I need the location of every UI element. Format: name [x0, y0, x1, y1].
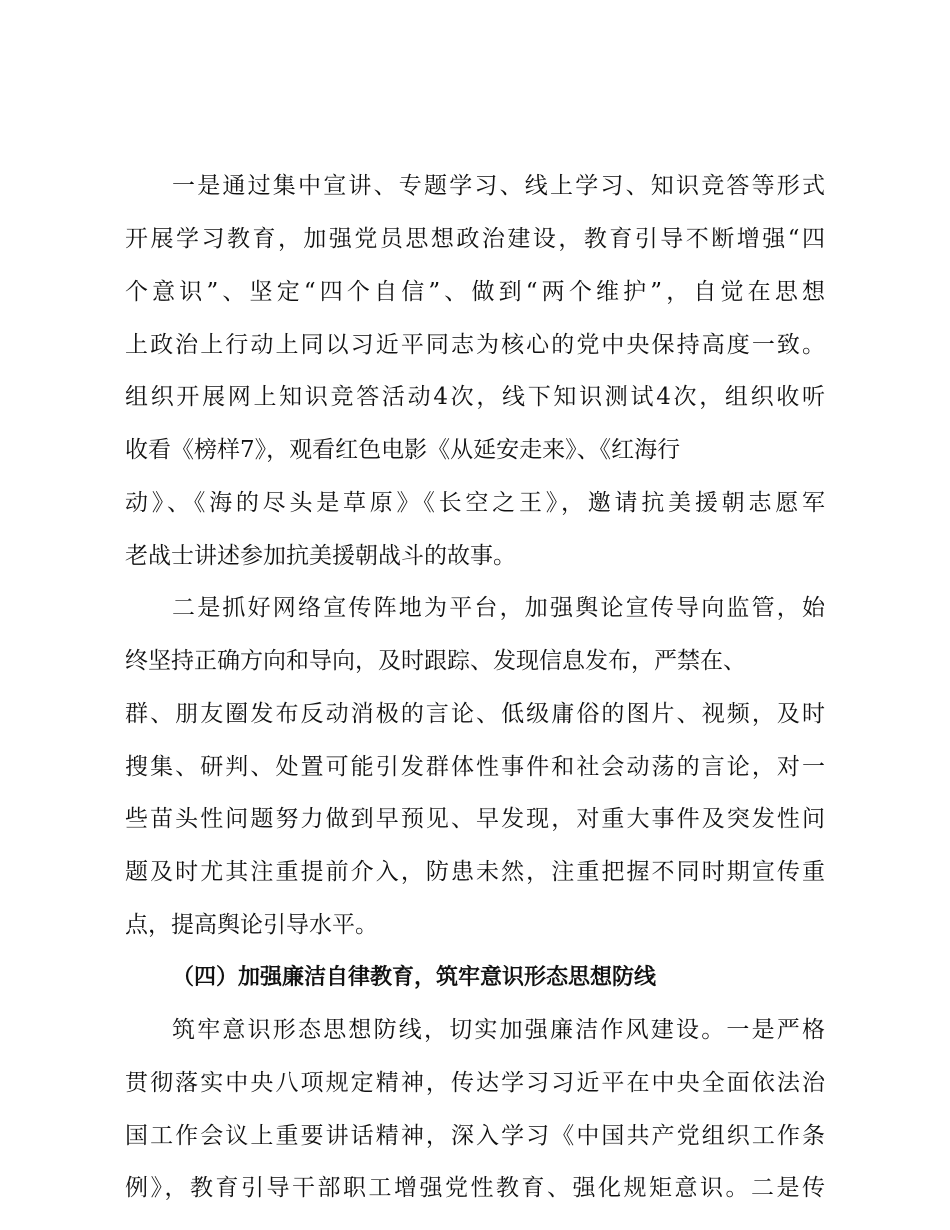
paragraph-3-line-2: 贯彻落实中央八项规定精神，传达学习习近平在中央全面依法治 — [125, 1070, 825, 1096]
paragraph-2-line-5: 些苗头性问题努力做到早预见、早发现，对重大事件及突发性问 — [125, 806, 825, 832]
paragraph-2-line-4: 搜集、研判、处置可能引发群体性事件和社会动荡的言论，对一 — [125, 754, 825, 780]
paragraph-3-line-1: 筑牢意识形态思想防线，切实加强廉洁作风建设。一是严格 — [172, 1017, 825, 1043]
paragraph-1-line-1: 一是通过集中宣讲、专题学习、线上学习、知识竞答等形式 — [172, 173, 825, 199]
paragraph-1-line-7: 动》、《海的尽头是草原》《长空之王》，邀请抗美援朝志愿军 — [125, 490, 825, 516]
paragraph-1-line-2: 开展学习教育，加强党员思想政治建设，教育引导不断增强“四 — [125, 226, 825, 252]
paragraph-1-line-8: 老战士讲述参加抗美援朝战斗的故事。 — [125, 543, 516, 569]
paragraph-1-line-4: 上政治上行动上同以习近平同志为核心的党中央保持高度一致。 — [125, 332, 825, 358]
paragraph-2-line-2: 终坚持正确方向和导向，及时跟踪、发现信息发布，严禁在、 — [125, 648, 746, 674]
paragraph-2-line-1: 二是抓好网络宣传阵地为平台，加强舆论宣传导向监管，始 — [172, 595, 825, 621]
paragraph-3-line-4: 例》，教育引导干部职工增强党性教育、强化规矩意识。二是传 — [125, 1175, 825, 1201]
paragraph-2-line-3: 群、朋友圈发布反动消极的言论、低级庸俗的图片、视频，及时 — [125, 701, 825, 727]
section-heading: （四）加强廉洁自律教育，筑牢意识形态思想防线 — [172, 964, 657, 990]
paragraph-1-line-6: 收看《榜样7》，观看红色电影《从延安走来》、《红海行 — [125, 437, 681, 463]
paragraph-3-line-3: 国工作会议上重要讲话精神，深入学习《中国共产党组织工作条 — [125, 1123, 825, 1149]
paragraph-2-line-6: 题及时尤其注重提前介入，防患未然，注重把握不同时期宣传重 — [125, 859, 825, 885]
paragraph-1-line-5: 组织开展网上知识竞答活动4次，线下知识测试4次，组织收听 — [125, 384, 825, 410]
paragraph-1-line-3: 个意识”、坚定“四个自信”、做到“两个维护”，自觉在思想 — [125, 279, 825, 305]
paragraph-2-line-7: 点，提高舆论引导水平。 — [125, 912, 378, 938]
